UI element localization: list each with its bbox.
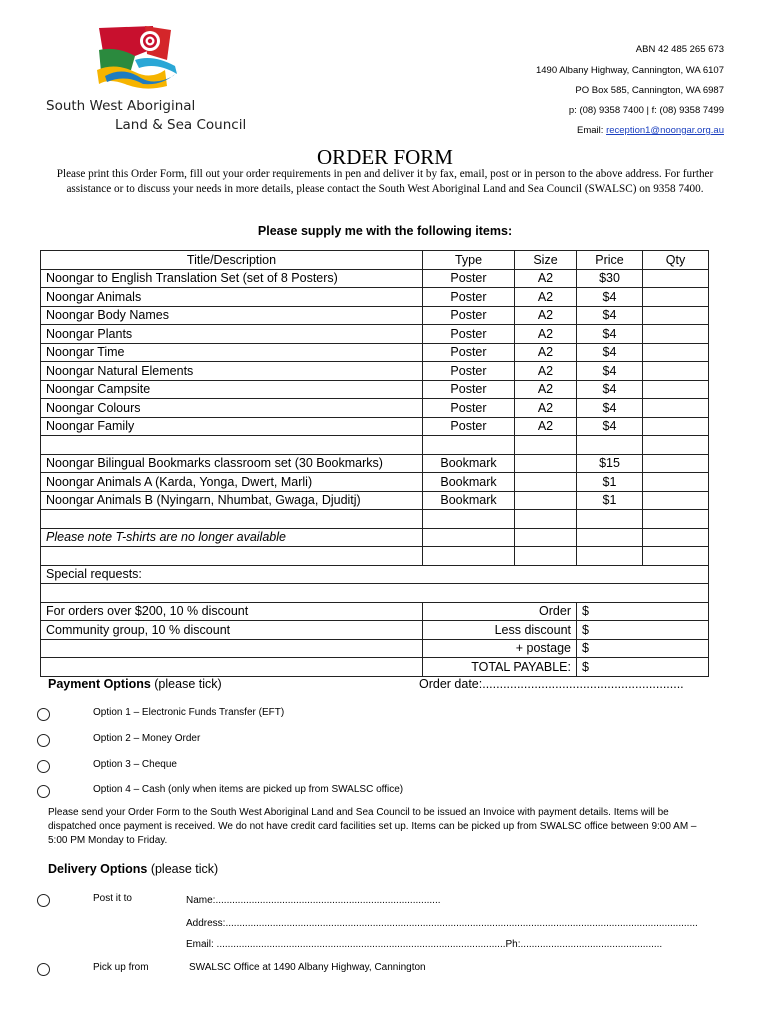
total-row-discount — [41, 621, 709, 640]
item-title: Noongar Campsite — [41, 380, 423, 399]
qty-cell[interactable] — [643, 380, 709, 399]
item-type: Poster — [423, 269, 515, 288]
delivery-heading — [48, 862, 218, 876]
col-header-title: Title/Description — [41, 251, 423, 270]
payment-note: Please send your Order Form to the South West Aboriginal Land and Sea Council to be issued an Invoice with payment details. Items will be dispatched once payment is received. We do not have credit card facilities set up. Items can be picked up from SWALSC office between 9:00 AM – 5:00 PM Monday to Friday. — [48, 807, 697, 846]
street-address: 1490 Albany Highway, Cannington, WA 6107 — [535, 65, 724, 76]
abn: ABN 42 485 265 673 — [635, 44, 724, 55]
item-price: $1 — [577, 491, 643, 510]
item-type: Poster — [423, 343, 515, 362]
col-header-price: Price — [577, 251, 643, 270]
delivery-pickup-radio[interactable] — [37, 963, 50, 976]
col-header-type: Type — [423, 251, 515, 270]
item-type: Poster — [423, 417, 515, 436]
item-size: A2 — [515, 343, 577, 362]
qty-cell[interactable] — [643, 510, 709, 529]
item-title: Noongar Animals — [41, 288, 423, 307]
item-size: A2 — [515, 380, 577, 399]
special-requests-space[interactable] — [41, 584, 709, 603]
qty-cell[interactable] — [643, 473, 709, 492]
org-name-line2: Land & Sea Council — [115, 117, 247, 133]
delivery-heading-suffix: (please tick) — [147, 862, 219, 876]
table-row — [41, 454, 709, 473]
item-price: $4 — [577, 380, 643, 399]
item-title: Noongar to English Translation Set (set of 8 Posters) — [41, 269, 423, 288]
total-row-postage — [41, 639, 709, 658]
supply-heading: Please supply me with the following items: — [257, 224, 513, 238]
payment-option-3-radio[interactable] — [37, 760, 50, 773]
item-type: Poster — [423, 380, 515, 399]
item-title: Noongar Animals A (Karda, Yonga, Dwert, Marli) — [41, 473, 423, 492]
email-phone-field[interactable]: Email: ........................................................................................................Ph:................................................... — [186, 939, 663, 950]
item-price: $30 — [577, 269, 643, 288]
pickup-location: SWALSC Office at 1490 Albany Highway, Cannington — [189, 962, 426, 973]
discount-community: Community group, 10 % discount — [41, 621, 423, 640]
item-type: Bookmark — [423, 473, 515, 492]
col-header-size: Size — [515, 251, 577, 270]
payment-heading-suffix: (please tick) — [150, 677, 222, 691]
table-row — [41, 325, 709, 344]
post-it-to-label: Post it to — [93, 893, 132, 904]
email-label: Email: — [577, 125, 607, 136]
total-value[interactable]: $ — [577, 602, 709, 621]
item-price: $4 — [577, 306, 643, 325]
payment-option-2-radio[interactable] — [37, 734, 50, 747]
qty-cell[interactable] — [643, 343, 709, 362]
item-price: $4 — [577, 343, 643, 362]
qty-cell[interactable] — [643, 288, 709, 307]
blank-row — [41, 547, 709, 566]
qty-cell[interactable] — [643, 491, 709, 510]
item-title: Noongar Natural Elements — [41, 362, 423, 381]
phone-fax: p: (08) 9358 7400 | f: (08) 9358 7499 — [568, 105, 724, 116]
item-title: Noongar Family — [41, 417, 423, 436]
po-box: PO Box 585, Cannington, WA 6987 — [575, 85, 724, 96]
item-size: A2 — [515, 325, 577, 344]
item-title: Noongar Colours — [41, 399, 423, 418]
qty-cell[interactable] — [643, 269, 709, 288]
payment-option-1-radio[interactable] — [37, 708, 50, 721]
item-size: A2 — [515, 362, 577, 381]
table-header-row — [41, 251, 709, 270]
item-size: A2 — [515, 306, 577, 325]
item-type: Bookmark — [423, 454, 515, 473]
email-link[interactable]: reception1@noongar.org.au — [606, 125, 724, 136]
table-row — [41, 491, 709, 510]
item-type: Poster — [423, 288, 515, 307]
table-row — [41, 343, 709, 362]
item-size: A2 — [515, 288, 577, 307]
intro-text: Please print this Order Form, fill out your order requirements in pen and deliver it by fax, email, post or in person to the above address. For further assistance or to discuss your needs in more details, please contact the South West Aboriginal Land and Sea Council (SWALSC) on 9358 7400. — [56, 168, 714, 195]
page-title: ORDER FORM — [317, 145, 453, 169]
delivery-heading-label: Delivery Options — [48, 862, 148, 876]
blank-row — [41, 510, 709, 529]
table-row — [41, 380, 709, 399]
pick-up-from-label: Pick up from — [93, 962, 149, 973]
item-size: A2 — [515, 417, 577, 436]
item-size — [515, 491, 577, 510]
name-field[interactable]: Name:................................................................................. — [186, 895, 441, 906]
payment-heading — [48, 677, 222, 691]
item-type: Bookmark — [423, 491, 515, 510]
item-size — [515, 473, 577, 492]
total-row-payable — [41, 658, 709, 677]
item-price: $4 — [577, 417, 643, 436]
col-header-qty: Qty — [643, 251, 709, 270]
item-type: Poster — [423, 399, 515, 418]
tshirt-note: Please note T-shirts are no longer available — [41, 528, 423, 547]
order-table — [40, 250, 709, 677]
payment-option-4-radio[interactable] — [37, 785, 50, 798]
payment-option-4: Option 4 – Cash (only when items are picked up from SWALSC office) — [93, 784, 404, 795]
order-date-field[interactable]: Order date:.......................................................... — [419, 677, 684, 691]
item-price: $1 — [577, 473, 643, 492]
total-value[interactable]: $ — [577, 658, 709, 677]
table-row — [41, 417, 709, 436]
special-requests-label: Special requests: — [41, 565, 709, 584]
item-price: $4 — [577, 399, 643, 418]
payment-option-3: Option 3 – Cheque — [93, 759, 177, 770]
table-row — [41, 473, 709, 492]
qty-cell[interactable] — [643, 306, 709, 325]
item-title: Noongar Animals B (Nyingarn, Nhumbat, Gwaga, Djuditj) — [41, 491, 423, 510]
blank-row — [41, 436, 709, 455]
total-row-order — [41, 602, 709, 621]
address-field[interactable]: Address:.......................................................................................................................................................................... — [186, 918, 698, 929]
item-price: $4 — [577, 325, 643, 344]
qty-cell[interactable] — [643, 362, 709, 381]
item-size: A2 — [515, 399, 577, 418]
table-row — [41, 362, 709, 381]
total-label: TOTAL PAYABLE: — [423, 658, 577, 677]
item-size — [515, 454, 577, 473]
total-label: + postage — [423, 639, 577, 658]
discount-over-200: For orders over $200, 10 % discount — [41, 602, 423, 621]
item-price: $4 — [577, 288, 643, 307]
item-price: $4 — [577, 362, 643, 381]
item-title: Noongar Body Names — [41, 306, 423, 325]
table-row — [41, 399, 709, 418]
email-line — [577, 125, 724, 136]
total-label: Less discount — [423, 621, 577, 640]
qty-cell[interactable] — [643, 454, 709, 473]
qty-cell[interactable] — [643, 325, 709, 344]
table-row — [41, 288, 709, 307]
item-type: Poster — [423, 362, 515, 381]
payment-heading-label: Payment Options — [48, 677, 151, 691]
item-title: Noongar Plants — [41, 325, 423, 344]
total-label: Order — [423, 602, 577, 621]
payment-option-2: Option 2 – Money Order — [93, 733, 201, 744]
special-requests-row[interactable] — [41, 565, 709, 584]
item-title: Noongar Time — [41, 343, 423, 362]
qty-cell[interactable] — [643, 436, 709, 455]
item-size: A2 — [515, 269, 577, 288]
org-name-line1: South West Aboriginal — [46, 98, 196, 114]
total-value[interactable]: $ — [577, 639, 709, 658]
qty-cell[interactable] — [643, 399, 709, 418]
item-type: Poster — [423, 325, 515, 344]
swalsc-logo — [95, 26, 185, 92]
item-type: Poster — [423, 306, 515, 325]
total-value[interactable]: $ — [577, 621, 709, 640]
item-price: $15 — [577, 454, 643, 473]
table-row — [41, 269, 709, 288]
delivery-post-radio[interactable] — [37, 894, 50, 907]
table-row — [41, 306, 709, 325]
item-title: Noongar Bilingual Bookmarks classroom set (30 Bookmarks) — [41, 454, 423, 473]
tshirt-note-row — [41, 528, 709, 547]
payment-option-1: Option 1 – Electronic Funds Transfer (EFT) — [93, 707, 285, 718]
qty-cell[interactable] — [643, 417, 709, 436]
